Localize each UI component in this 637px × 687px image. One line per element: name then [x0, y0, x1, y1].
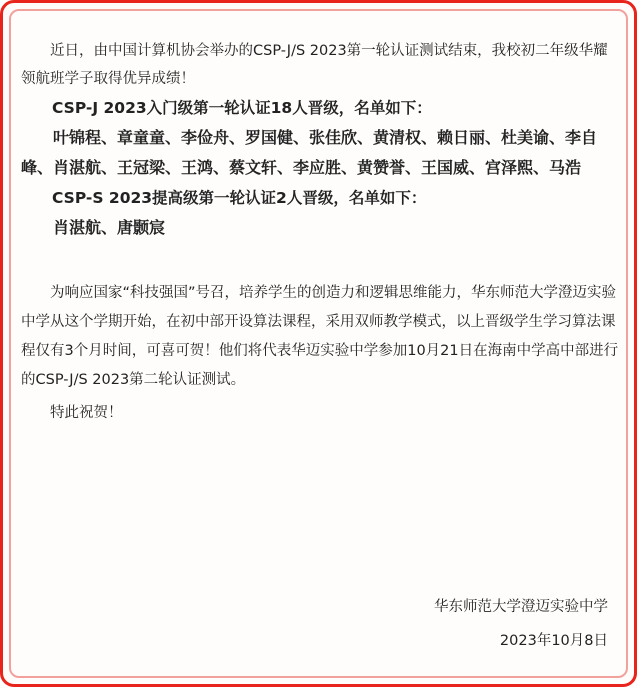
senior-names: 肖湛航、唐颢宸	[53, 218, 166, 237]
junior-names: 叶锦程、章童童、李俭舟、罗国健、张佳欣、黄清权、赖日丽、杜美谕、李自峰、肖湛航、王冠梁、王鸿、蔡文轩、李应胜、黄赞誉、王国威、宫泽熙、马浩	[21, 128, 598, 177]
senior-heading: CSP-S 2023提高级第一轮认证2人晋级，名单如下：	[52, 189, 427, 207]
closing-line: 特此祝贺！	[50, 405, 123, 421]
junior-heading: CSP-J 2023入门级第一轮认证18人晋级，名单如下：	[52, 99, 432, 117]
intro-paragraph: 近日，由中国计算机协会举办的CSP-J/S 2023第一轮认证测试结束，我校初二年级华耀领航班学子取得优异成绩！	[21, 43, 608, 87]
body-paragraph: 为响应国家“科技强国”号召，培养学生的创造力和逻辑思维能力，华东师范大学澄迈实验中学从这个学期开始，在初中部开设算法课程，采用双师教学模式，以上晋级学生学习算法课程仅有3个月时间，可喜可贺！他们将代表华迈实验中学参加10月21日在海南中学高中部进行的CSP-J/S 2023第二轮认证测试。	[21, 285, 619, 388]
signature-org: 华东师范大学澄迈实验中学	[434, 599, 608, 615]
signature-date: 2023年10月8日	[499, 633, 608, 649]
announcement-body	[21, 37, 619, 427]
spacer	[21, 243, 619, 271]
